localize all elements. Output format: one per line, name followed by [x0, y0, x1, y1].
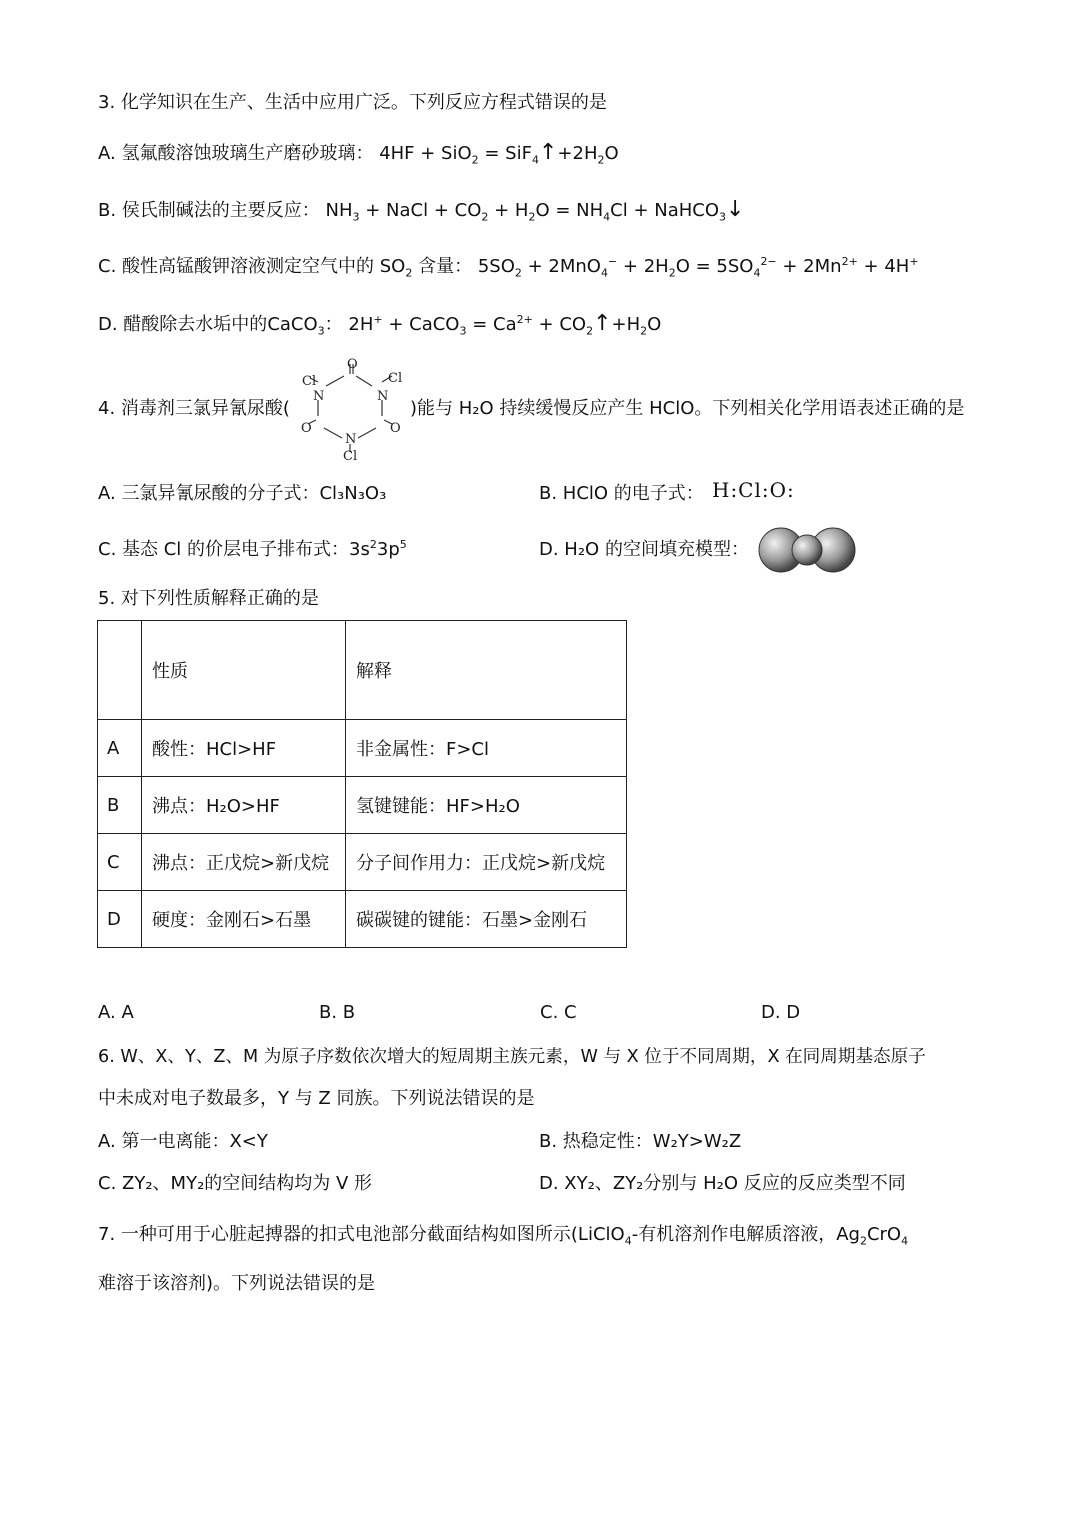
q3-option-b	[98, 197, 744, 224]
q4-option-c-label: C. 基态 Cl 的价层电子排布式：	[98, 539, 350, 560]
q7-stem-pre: 7. 一种可用于心脏起搏器的扣式电池部分截面结构如图所示(	[98, 1224, 578, 1245]
row-expl: 分子间作用力：正戊烷>新戊烷	[346, 834, 627, 891]
q3-stem: 3. 化学知识在生产、生活中应用广泛。下列反应方程式错误的是	[98, 92, 607, 113]
q3-option-a-equation: $4HF + SiO_2 = SiF_4↑+2H_2O$	[379, 140, 619, 167]
table-header-expl: 解释	[346, 621, 627, 720]
table-header-key	[98, 621, 142, 720]
struct-oxygen-top: O	[347, 357, 358, 372]
row-prop: 沸点：正戊烷>新戊烷	[142, 834, 346, 891]
table-header-row	[98, 621, 627, 720]
h2o-space-filling-model	[757, 526, 857, 574]
q3-option-d-caco3: CaCO$_3$	[267, 314, 325, 338]
table-row	[98, 720, 627, 777]
q3-option-d-equation: 2H+ + CaCO$_3$ = $Ca^{2+}$ + $CO_2↑+H_2O$	[348, 311, 662, 338]
trichloroisocyanuric-acid-structure	[298, 356, 410, 460]
q3-option-b-equation: $NH_3$ + NaCl + $CO_2 + H_2O = NH_4Cl$ + NaHCO$_3$↓	[325, 197, 745, 224]
q7-stem-line1	[98, 1222, 908, 1248]
q3-option-b-label: B. 侯氏制碱法的主要反应：	[98, 200, 320, 221]
q3-option-c-so2: $SO_2$	[379, 256, 413, 280]
q4-option-c	[98, 537, 407, 563]
q3-option-a-label: A. 氢氟酸溶蚀玻璃生产磨砂玻璃：	[98, 143, 374, 164]
row-key: B	[98, 777, 142, 834]
struct-chlorine-bottom: Cl	[343, 449, 358, 460]
q6-option-c: C. ZY₂、MY₂的空间结构均为 V 形	[98, 1173, 373, 1194]
q3-option-a	[98, 140, 619, 167]
q6-option-d: D. XY₂、ZY₂分别与 H₂O 反应的反应类型不同	[539, 1173, 906, 1194]
q6-option-b: B. 热稳定性：W₂Y>W₂Z	[539, 1131, 742, 1152]
row-key: C	[98, 834, 142, 891]
q4-stem-post: )能与 H₂O 持续缓慢反应产生 HClO。下列相关化学用语表述正确的是	[410, 398, 965, 419]
row-prop: 沸点：H₂O>HF	[142, 777, 346, 834]
q3-option-d	[98, 311, 661, 338]
q3-option-c-equation: $5SO_2 + 2MnO_4^- + 2H_2O = 5SO_4^{2-} + 2Mn^{2+} + 4H^+$	[477, 255, 919, 280]
row-key: D	[98, 891, 142, 948]
struct-chlorine-left: Cl	[302, 374, 317, 389]
q3-option-d-colon: ：	[324, 314, 343, 335]
q6-stem-line1: 6. W、X、Y、Z、M 为原子序数依次增大的短周期主族元素，W 与 X 位于不同周期，X 在同周期基态原子	[98, 1047, 926, 1067]
q3-option-c-label: C. 酸性高锰酸钾溶液测定空气中的	[98, 256, 375, 277]
q3-option-c-label2: 含量：	[418, 256, 473, 277]
q4-option-c-config: $3s^23p^5$	[349, 538, 407, 560]
q4-option-d-label: D. H₂O 的空间填充模型：	[539, 539, 749, 560]
q5-option-a: A. A	[98, 1002, 134, 1023]
q6-stem-line2: 中未成对电子数最多，Y 与 Z 同族。下列说法错误的是	[98, 1088, 535, 1109]
q6-option-a: A. 第一电离能：X<Y	[98, 1131, 268, 1152]
q7-stem-line2: 难溶于该溶剂)。下列说法错误的是	[98, 1273, 376, 1294]
q5-option-c: C. C	[540, 1002, 577, 1023]
q7-ag2cro4: $Ag_2CrO_4$	[836, 1224, 909, 1248]
q7-stem-mid: -有机溶剂作电解质溶液，	[631, 1224, 837, 1245]
q5-option-d: D. D	[761, 1002, 801, 1023]
hclo-electron-formula	[712, 478, 795, 502]
table-row	[98, 834, 627, 891]
row-expl: 氢键键能：HF>H₂O	[346, 777, 627, 834]
q4-option-b-label: B. HClO 的电子式：	[539, 483, 704, 504]
row-prop: 硬度：金刚石>石墨	[142, 891, 346, 948]
q3-option-c	[98, 254, 919, 280]
q4-option-a: A. 三氯异氰尿酸的分子式：Cl₃N₃O₃	[98, 483, 387, 504]
struct-oxygen-left: O	[301, 421, 312, 436]
hclo-electron-formula-text: H:Cl:O:	[712, 478, 795, 502]
row-key: A	[98, 720, 142, 777]
row-prop: 酸性：HCl>HF	[142, 720, 346, 777]
q5-stem: 5. 对下列性质解释正确的是	[98, 588, 319, 609]
struct-nitrogen-right: N	[377, 389, 389, 404]
q5-table	[97, 620, 627, 948]
q3-option-d-label: D. 醋酸除去水垢中的	[98, 314, 268, 335]
row-expl: 碳碳键的键能：石墨>金刚石	[346, 891, 627, 948]
q4-stem-pre: 4. 消毒剂三氯异氰尿酸(	[98, 398, 290, 419]
table-header-prop: 性质	[142, 621, 346, 720]
struct-chlorine-right: Cl	[388, 371, 403, 386]
q5-option-b: B. B	[319, 1002, 356, 1023]
table-row	[98, 777, 627, 834]
struct-oxygen-right: O	[390, 421, 401, 436]
table-row	[98, 891, 627, 948]
struct-nitrogen-bottom: N	[345, 432, 357, 447]
q5-options	[98, 1002, 998, 1028]
struct-nitrogen-left: N	[313, 389, 325, 404]
q7-licl04: LiClO$_4$	[577, 1224, 632, 1248]
row-expl: 非金属性：F>Cl	[346, 720, 627, 777]
